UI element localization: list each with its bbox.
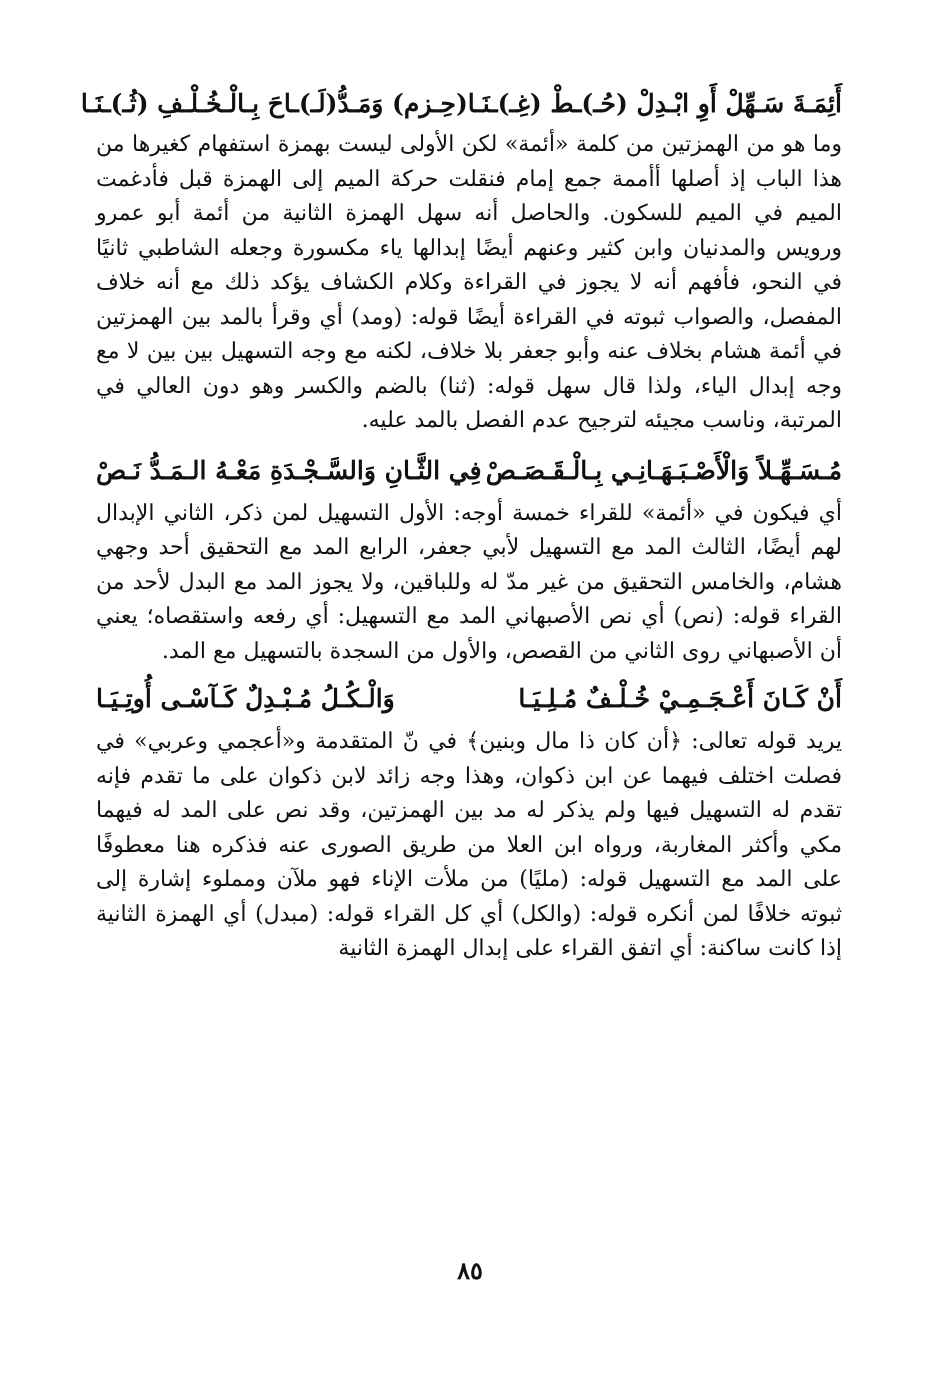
- page-body: [80, 82, 843, 967]
- verse-first-hemistich: أَئِمَـةَ سَـهِّلْ أَوِ ابْـدِلْ (حُـ)ـطْ (غِـ)ـنَـا: [467, 89, 842, 118]
- verse-first-hemistich: أَنْ كَـانَ أَعْـجَـمِـيْ خُـلْـفٌ مُـلِـيَـا: [518, 684, 842, 713]
- commentary-paragraph: وما هو من الهمزتين من كلمة «أئمة» لكن الأولى ليست بهمزة استفهام كغيرها من هذا الباب إذ أصلها أأممة جمع إمام فنقلت حركة الميم إلى الهمزة قبل فأدغمت الميم في الميم للسكون. والحاصل أنه سهل الهمزة الثانية من أئمة أبو عمرو ورويس والمدنيان وابن كثير وعنهم أيضًا إبدالها ياء مكسورة وجعله الشاطبي ثانيًا في النحو، فأفهم أنه لا يجوز في القراءة وكلام الكشاف يؤكد ذلك مع أنه خلاف المفصل، والصواب ثبوته في القراءة أيضًا قوله: (ومد) أي وقرأ بالمد بين الهمزتين في أئمة هشام بخلاف عنه وأبو جعفر بلا خلاف، لكنه مع وجه التسهيل بين بين لا مع وجه إبدال الياء، ولذا قال سهل قوله: (ثنا) بالضم والكسر وهو دون العالي في المرتبة، وناسب مجيئه لترجيح عدم الفصل بالمد عليه.: [96, 132, 842, 433]
- verse-line: [96, 677, 842, 721]
- commentary-paragraph: يريد قوله تعالى: ﴿أن كان ذا مال وبنين﴾ في نّ المتقدمة و«أعجمي وعربي» في فصلت اختلف فيهما عن ابن ذكوان، وهذا وجه زائد لابن ذكوان على ما تقدم فإنه تقدم له التسهيل فيها ولم يذكر له مد بين الهمزتين، وقد نص على المد له فيهما مكي وأكثر المغاربة، ورواه ابن العلا من طريق الصورى عنه فذكره هنا معطوفًا على المد مع التسهيل قوله: (مليًا) من ملأت الإناء فهو ملآن ومملوء إشارة إلى ثبوته خلافًا لمن أنكره قوله: (والكل) أي كل القراء قوله: (مبدل) أي الهمزة الثانية إذا كانت ساكنة: أي اتفق القراء على إبدال الهمزة الثانية: [96, 729, 843, 961]
- verse-first-hemistich: مُـسَـهِّـلاً وَالْأَصْـبَـهَـانِـي بِـالْـقَـصَـصْ: [485, 455, 842, 485]
- page-number: ٨٥: [457, 1256, 483, 1285]
- verse-second-hemistich: وَالْـكُـلُ مُـبْـدِلٌ كَـآسْـى أُوتِـيَـا: [96, 684, 395, 713]
- verse-second-hemistich: فِي الثَّـانِ وَالسَّـجْـدَةِ مَعْـهُ الـمَـدُّ نَـصْ: [96, 455, 482, 485]
- verse-line: [96, 449, 842, 493]
- commentary-paragraph: أي فيكون في «أئمة» للقراء خمسة أوجه: الأول التسهيل لمن ذكر، الثاني الإبدال لهم أيضًا، الثالث المد مع التسهيل لأبي جعفر، الرابع المد مع التحقيق أحد وجهي هشام، والخامس التحقيق من غير مدّ له وللباقين، ولا يجوز المد مع البدل لأحد من القراء قوله: (نص) أي نص الأصبهاني المد مع التسهيل: أي رفعه واستقصاه؛ يعني أن الأصبهاني روى الثاني من القصص، والأول من السجدة بالتسهيل مع المد.: [96, 500, 842, 664]
- verse-second-hemistich: (حِـزم) وَمَـدُّ(لَـ)ـاحَ بِـالْـخُـلْـفِ (ثُـ)ـنَـا: [80, 89, 468, 118]
- verse-line: [80, 82, 842, 126]
